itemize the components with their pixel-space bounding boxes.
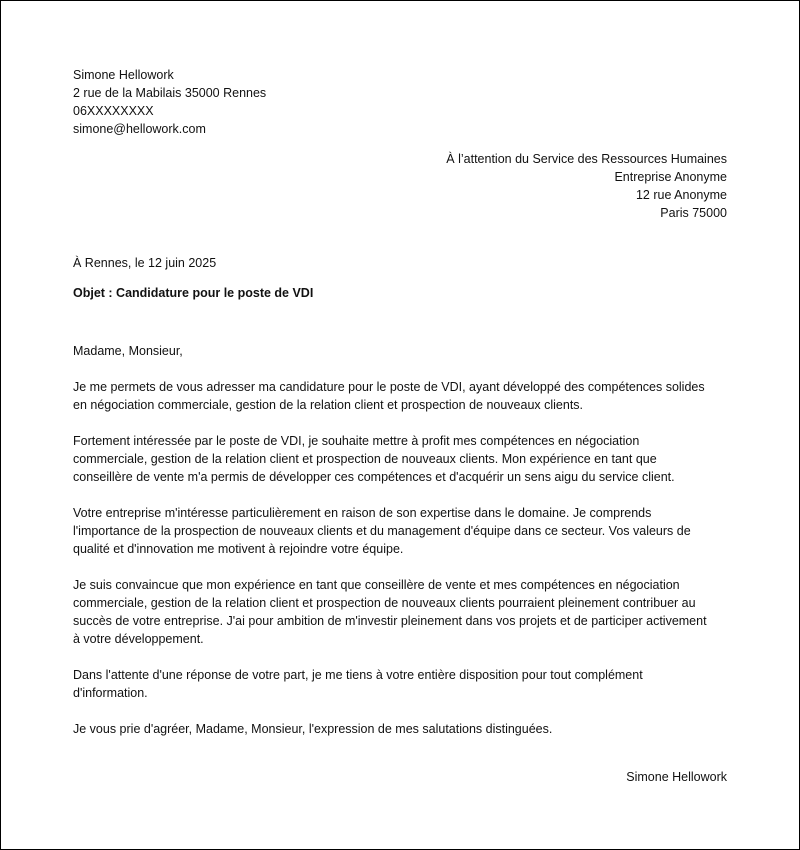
paragraph-line: Je suis convaincue que mon expérience en tant que conseillère de vente et mes compétences en négociation bbox=[73, 578, 680, 592]
subject-line: Objet : Candidature pour le poste de VDI bbox=[73, 286, 314, 300]
recipient-block bbox=[446, 150, 727, 222]
sender-block bbox=[73, 66, 266, 138]
paragraph-line: Fortement intéressée par le poste de VDI, je souhaite mettre à profit mes compétences en négociation bbox=[73, 434, 640, 448]
paragraph-line: à votre développement. bbox=[73, 632, 204, 646]
recipient-company: Entreprise Anonyme bbox=[614, 170, 727, 184]
closing-paragraph bbox=[73, 720, 733, 738]
paragraph-line: succès de votre entreprise. J'ai pour ambition de m'investir pleinement dans vos projets et de participer activement bbox=[73, 614, 707, 628]
paragraph-line: conseillère de vente m'a permis de développer ces compétences et d'acquérir un sens aigu du service client. bbox=[73, 470, 675, 484]
paragraph-line: Je me permets de vous adresser ma candidature pour le poste de VDI, ayant développé des compétences solides bbox=[73, 380, 705, 394]
sender-name: Simone Hellowork bbox=[73, 68, 174, 82]
paragraph-line: commerciale, gestion de la relation client et prospection de nouveaux clients. Mon expérience en tant que bbox=[73, 452, 657, 466]
paragraph-line: commerciale, gestion de la relation client et prospection de nouveaux clients pourraient pleinement contribuer au bbox=[73, 596, 696, 610]
paragraph-5 bbox=[73, 666, 733, 702]
sender-email: simone@hellowork.com bbox=[73, 122, 206, 136]
paragraph-line: d'information. bbox=[73, 686, 148, 700]
date-line: À Rennes, le 12 juin 2025 bbox=[73, 256, 217, 270]
paragraph-line: Dans l'attente d'une réponse de votre part, je me tiens à votre entière disposition pour tout complément bbox=[73, 668, 643, 682]
sender-address: 2 rue de la Mabilais 35000 Rennes bbox=[73, 86, 267, 100]
salutation-text: Madame, Monsieur, bbox=[73, 344, 183, 358]
paragraph-line: l'importance de la prospection de nouveaux clients et du management d'équipe dans ce secteur. Vos valeurs de bbox=[73, 524, 691, 538]
paragraph-2 bbox=[73, 432, 733, 486]
paragraph-line: Votre entreprise m'intéresse particulièrement en raison de son expertise dans le domaine. Je comprends bbox=[73, 506, 652, 520]
signature: Simone Hellowork bbox=[626, 770, 727, 784]
salutation bbox=[73, 342, 733, 360]
paragraph-1 bbox=[73, 378, 733, 414]
recipient-street: 12 rue Anonyme bbox=[635, 188, 727, 202]
paragraph-4 bbox=[73, 576, 733, 648]
sender-phone: 06XXXXXXXX bbox=[73, 104, 154, 118]
recipient-city: Paris 75000 bbox=[660, 206, 727, 220]
paragraph-3 bbox=[73, 504, 733, 558]
letter-body bbox=[73, 342, 733, 756]
paragraph-line: Je vous prie d'agréer, Madame, Monsieur, l'expression de mes salutations distinguées. bbox=[73, 722, 553, 736]
recipient-attention: À l’attention du Service des Ressources Humaines bbox=[446, 152, 727, 166]
paragraph-line: en négociation commerciale, gestion de la relation client et prospection de nouveaux clients. bbox=[73, 398, 584, 412]
paragraph-line: qualité et d'innovation me motivent à rejoindre votre équipe. bbox=[73, 542, 404, 556]
